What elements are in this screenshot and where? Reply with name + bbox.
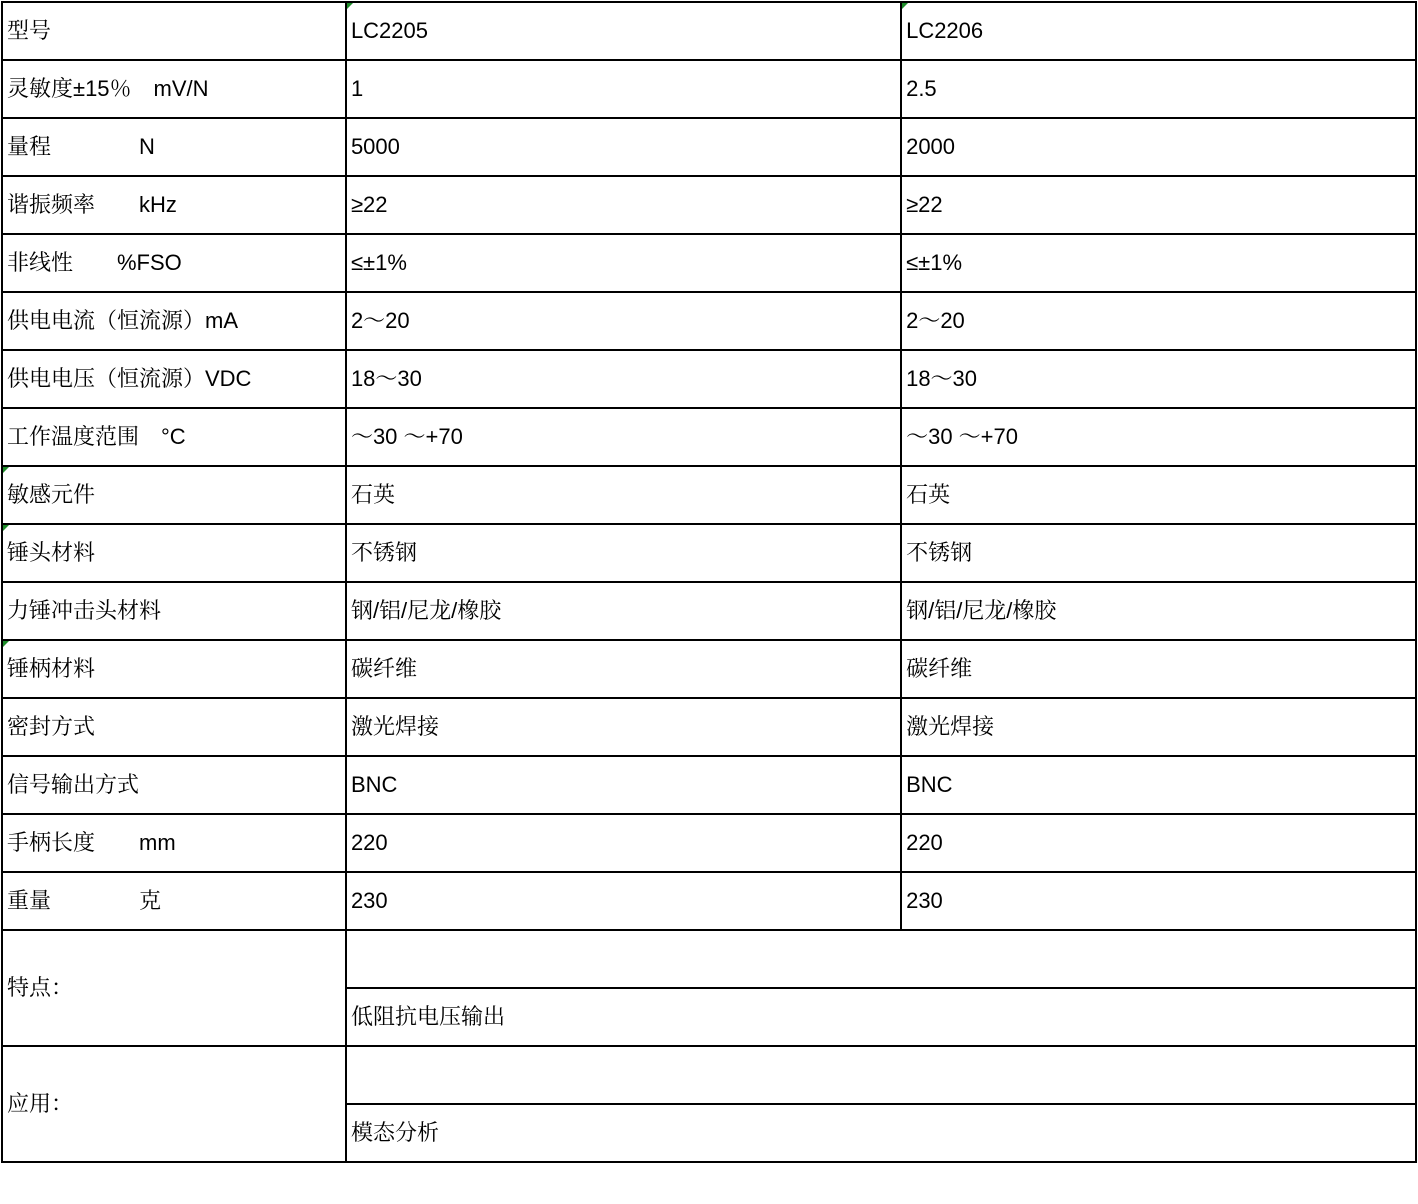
value-lc2206[interactable]: 2～20 (901, 292, 1416, 350)
value-lc2206[interactable]: 220 (901, 814, 1416, 872)
table-row (2, 640, 1416, 698)
table-row (2, 292, 1416, 350)
value-lc2205[interactable]: BNC (346, 756, 901, 814)
features-line-2[interactable]: 低阻抗电压输出 (346, 988, 1416, 1046)
features-row (2, 930, 1416, 988)
row-label[interactable]: 型号 (2, 2, 346, 60)
application-line-1[interactable] (346, 1046, 1416, 1104)
spec-table-body (2, 2, 1416, 1162)
spec-table (1, 1, 1417, 1163)
table-row (2, 350, 1416, 408)
application-row (2, 1046, 1416, 1104)
row-label[interactable]: 密封方式 (2, 698, 346, 756)
value-lc2205[interactable]: 230 (346, 872, 901, 930)
value-lc2205[interactable]: ～30 ～+70 (346, 408, 901, 466)
table-row (2, 582, 1416, 640)
table-row (2, 814, 1416, 872)
value-lc2205[interactable]: ≥22 (346, 176, 901, 234)
value-lc2206[interactable]: 2.5 (901, 60, 1416, 118)
application-line-2[interactable]: 模态分析 (346, 1104, 1416, 1162)
row-label[interactable]: 工作温度范围 °C (2, 408, 346, 466)
value-lc2205[interactable]: 不锈钢 (346, 524, 901, 582)
value-lc2205[interactable]: 激光焊接 (346, 698, 901, 756)
row-label[interactable]: 信号输出方式 (2, 756, 346, 814)
features-line-1[interactable] (346, 930, 1416, 988)
row-label[interactable]: 重量 克 (2, 872, 346, 930)
value-lc2206[interactable]: 激光焊接 (901, 698, 1416, 756)
value-lc2205[interactable]: 碳纤维 (346, 640, 901, 698)
row-label[interactable]: 锤头材料 (2, 524, 346, 582)
table-row (2, 118, 1416, 176)
value-lc2206[interactable]: 不锈钢 (901, 524, 1416, 582)
value-lc2205[interactable]: ≤±1% (346, 234, 901, 292)
row-label[interactable]: 敏感元件 (2, 466, 346, 524)
value-lc2206[interactable]: 2000 (901, 118, 1416, 176)
row-label[interactable]: 灵敏度±15％ mV/N (2, 60, 346, 118)
table-row (2, 234, 1416, 292)
value-lc2206[interactable]: BNC (901, 756, 1416, 814)
value-lc2206[interactable]: 碳纤维 (901, 640, 1416, 698)
value-lc2206[interactable]: ～30 ～+70 (901, 408, 1416, 466)
value-lc2206[interactable]: 230 (901, 872, 1416, 930)
table-row (2, 524, 1416, 582)
value-lc2205[interactable]: 2～20 (346, 292, 901, 350)
value-lc2206[interactable]: 钢/铝/尼龙/橡胶 (901, 582, 1416, 640)
value-lc2205[interactable]: 5000 (346, 118, 901, 176)
table-row (2, 176, 1416, 234)
table-row (2, 60, 1416, 118)
value-lc2206[interactable]: ≤±1% (901, 234, 1416, 292)
application-label[interactable]: 应用： (2, 1046, 346, 1162)
value-lc2205[interactable]: LC2205 (346, 2, 901, 60)
row-label[interactable]: 锤柄材料 (2, 640, 346, 698)
row-label[interactable]: 供电电压（恒流源）VDC (2, 350, 346, 408)
row-label[interactable]: 供电电流（恒流源）mA (2, 292, 346, 350)
table-row (2, 756, 1416, 814)
value-lc2205[interactable]: 18～30 (346, 350, 901, 408)
table-row (2, 872, 1416, 930)
value-lc2206[interactable]: 18～30 (901, 350, 1416, 408)
row-label[interactable]: 谐振频率 kHz (2, 176, 346, 234)
value-lc2205[interactable]: 1 (346, 60, 901, 118)
row-label[interactable]: 量程 N (2, 118, 346, 176)
value-lc2205[interactable]: 220 (346, 814, 901, 872)
value-lc2206[interactable]: LC2206 (901, 2, 1416, 60)
table-row (2, 2, 1416, 60)
table-row (2, 408, 1416, 466)
value-lc2206[interactable]: 石英 (901, 466, 1416, 524)
value-lc2206[interactable]: ≥22 (901, 176, 1416, 234)
table-row (2, 698, 1416, 756)
table-row (2, 466, 1416, 524)
value-lc2205[interactable]: 石英 (346, 466, 901, 524)
value-lc2205[interactable]: 钢/铝/尼龙/橡胶 (346, 582, 901, 640)
row-label[interactable]: 力锤冲击头材料 (2, 582, 346, 640)
features-label[interactable]: 特点： (2, 930, 346, 1046)
row-label[interactable]: 非线性 %FSO (2, 234, 346, 292)
row-label[interactable]: 手柄长度 mm (2, 814, 346, 872)
